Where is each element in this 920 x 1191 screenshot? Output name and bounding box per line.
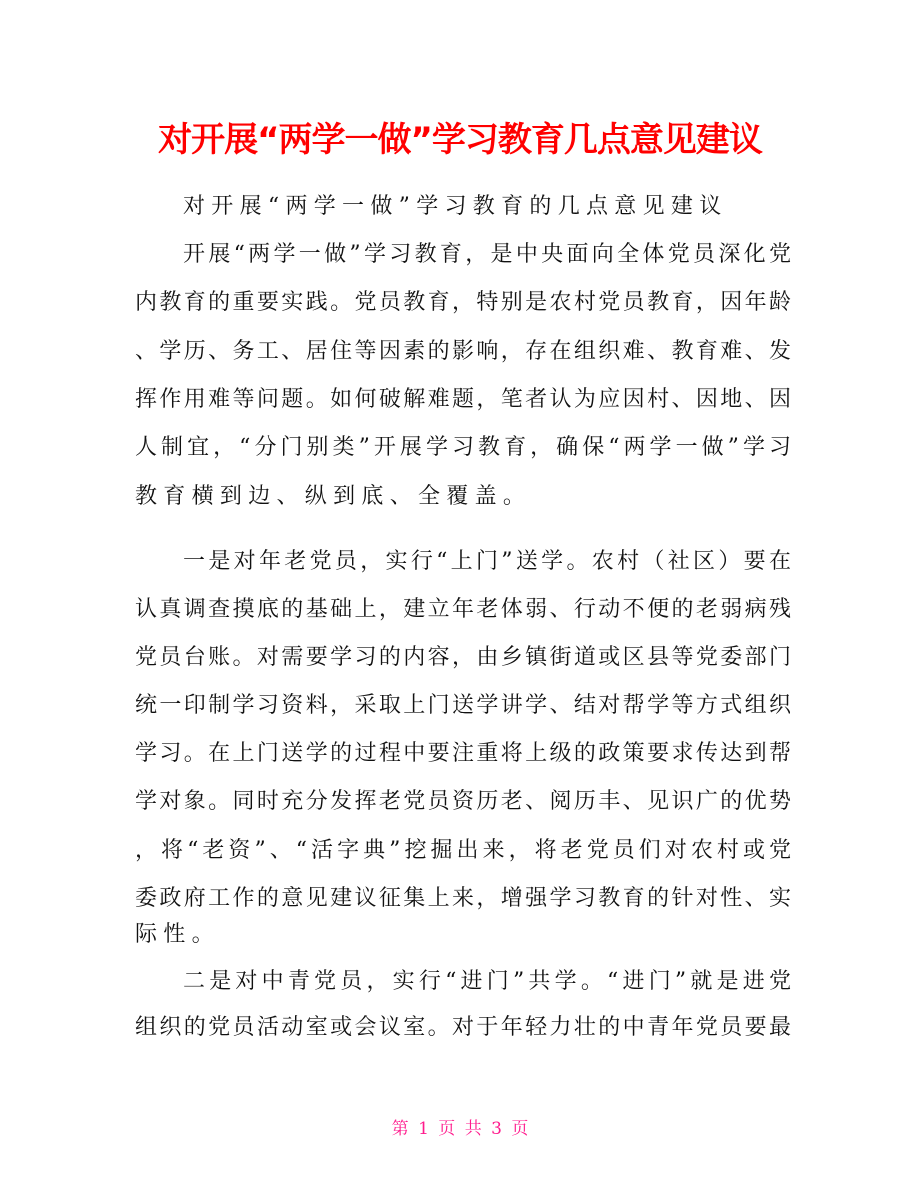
text-line: 际性。 [135, 922, 220, 947]
text-line: 组织的党员活动室或会议室。对于年轻力壮的中青年党员要最 [135, 1015, 791, 1040]
text-line: 学对象。同时充分发挥老党员资历老、阅历丰、见识广的优势 [135, 789, 791, 814]
page-footer: 第 1 页 共 3 页 [391, 1119, 529, 1139]
text-line: 挥作用难等问题。如何破解难题，笔者认为应因村、因地、因 [135, 387, 791, 412]
document-title: 对开展“两学一做”学习教育几点意见建议 [158, 120, 762, 160]
text-line: 、学历、务工、居住等因素的影响，存在组织难、教育难、发 [135, 339, 791, 364]
text-line: 统一印制学习资料，采取上门送学讲学、结对帮学等方式组织 [135, 693, 791, 718]
text-line: 教育横到边、纵到底、全覆盖。 [135, 484, 532, 509]
text-line: 党员台账。对需要学习的内容，由乡镇街道或区县等党委部门 [135, 645, 791, 670]
text-line: 内教育的重要实践。党员教育，特别是农村党员教育，因年龄 [135, 290, 791, 315]
text-line: 委政府工作的意见建议征集上来，增强学习教育的针对性、实 [135, 886, 791, 911]
text-line: 一是对年老党员，实行“上门”送学。农村（社区）要在 [183, 549, 791, 574]
text-line: 认真调查摸底的基础上，建立年老体弱、行动不便的老弱病残 [135, 597, 791, 622]
text-line: 人制宜，“分门别类”开展学习教育，确保“两学一做”学习 [135, 435, 791, 460]
text-line: ，将“老资”、“活字典”挖掘出来，将老党员们对农村或党 [135, 838, 791, 863]
text-line: 二是对中青党员，实行“进门”共学。“进门”就是进党 [183, 969, 791, 994]
text-line: 对开展“两学一做”学习教育的几点意见建议 [183, 194, 728, 219]
text-line: 开展“两学一做”学习教育，是中央面向全体党员深化党 [183, 242, 791, 267]
text-line: 学习。在上门送学的过程中要注重将上级的政策要求传达到帮 [135, 741, 791, 766]
